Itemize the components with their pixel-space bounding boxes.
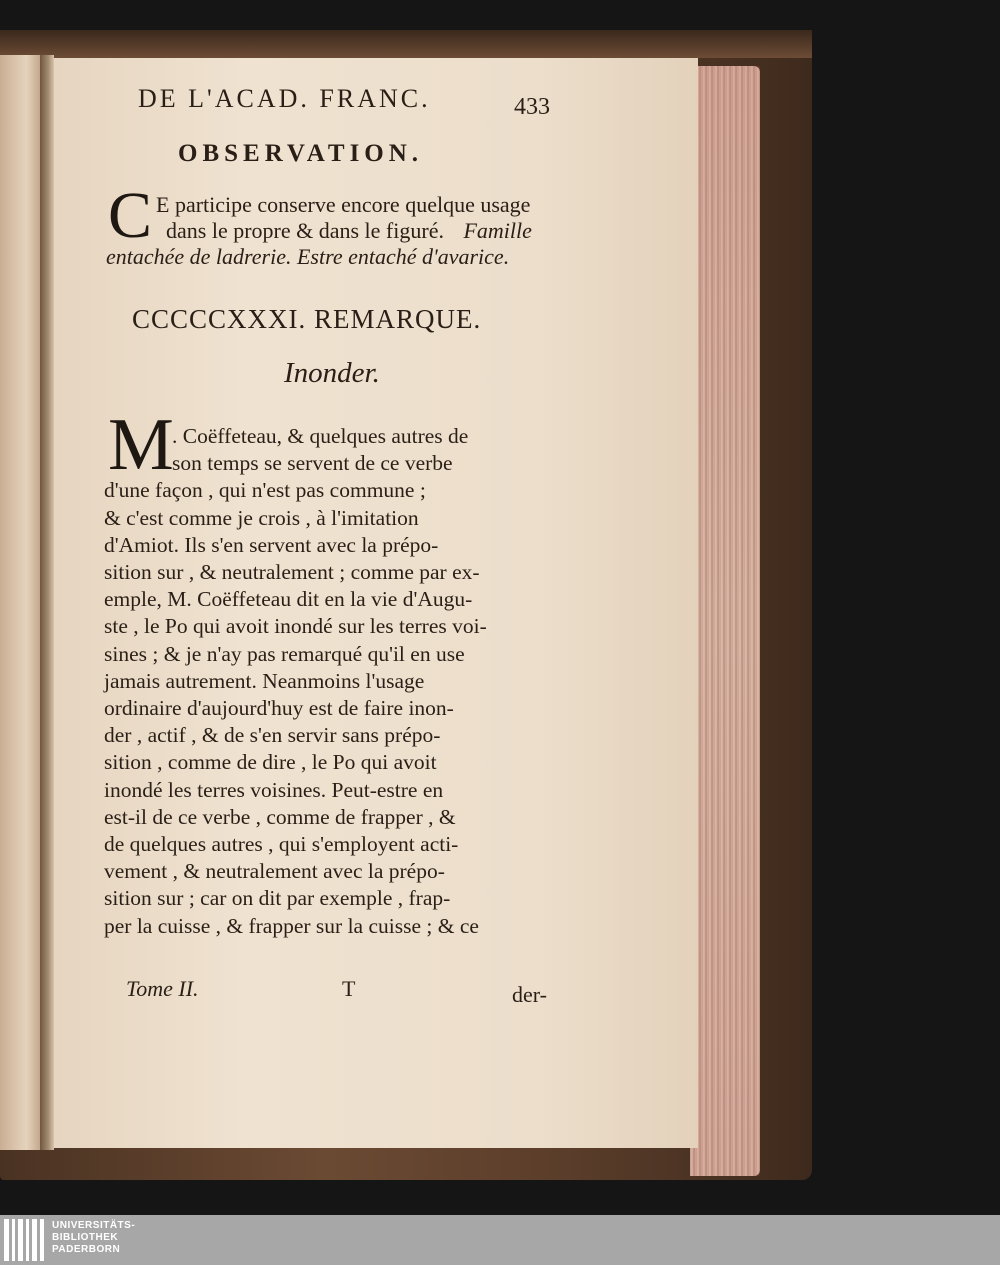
book-gutter: [40, 55, 54, 1150]
body-line: emple, M. Coëffeteau dit en la vie d'Augu-: [104, 587, 473, 612]
body-line: son temps se servent de ce verbe: [172, 451, 453, 476]
footer-volume: Tome II.: [126, 976, 199, 1001]
left-page-edge: [0, 55, 44, 1150]
body-line: d'Amiot. Ils s'en servent avec la prépo-: [104, 532, 439, 557]
library-footer: [0, 1215, 1000, 1265]
body-line: sines ; & je n'ay pas remarqué qu'il en use: [104, 641, 465, 666]
body-line: est-il de ce verbe , comme de frapper , &: [104, 804, 456, 829]
remarque-title: CCCCCXXXI. REMARQUE.: [132, 304, 482, 334]
library-name-line-2: BIBLIOTHEK: [52, 1232, 119, 1243]
body-line: jamais autrement. Neanmoins l'usage: [104, 668, 425, 693]
library-name: [52, 1220, 135, 1256]
page-edges: [690, 66, 760, 1176]
body-line: de quelques autres , qui s'employent acti-: [104, 832, 459, 856]
library-name-line-3: PADERBORN: [52, 1244, 121, 1255]
body-line: ordinaire d'aujourd'huy est de faire inon-: [104, 696, 454, 720]
observation-line-2: [166, 218, 532, 244]
book-cover-top: [0, 30, 812, 58]
body-line: sition sur , & neutralement ; comme par ex-: [104, 560, 480, 584]
catchword: der-: [512, 982, 547, 1007]
observation-line-2-text: dans le propre & dans le figuré.: [166, 218, 444, 243]
observation-line-3: entachée de ladrerie. Estre entaché d'avarice.: [106, 244, 510, 269]
body-line: vement , & neutralement avec la prépo-: [104, 859, 445, 884]
footer-signature: T: [342, 976, 356, 1001]
body-line: d'une façon , qui n'est pas commune ;: [104, 478, 426, 503]
body-line: sition , comme de dire , le Po qui avoit: [104, 750, 437, 775]
observation-dropcap: C: [108, 179, 153, 252]
body-line: per la cuisse , & frapper sur la cuisse ; & ce: [104, 913, 479, 938]
library-logo: [4, 1219, 44, 1261]
body-line: der , actif , & de s'en servir sans prépo-: [104, 723, 441, 748]
page-number: 433: [514, 94, 550, 120]
observation-line-2-tail: Famille: [463, 218, 532, 243]
observation-line-1: E participe conserve encore quelque usage: [156, 192, 531, 217]
body-line: . Coëffeteau, & quelques autres de: [172, 424, 469, 448]
running-header: DE L'ACAD. FRANC.: [138, 84, 431, 113]
body-line: ste , le Po qui avoit inondé sur les terres voi-: [104, 614, 487, 639]
body-line: & c'est comme je crois , à l'imitation: [104, 505, 419, 530]
subject-heading: Inonder.: [284, 357, 380, 389]
observation-title: OBSERVATION.: [178, 140, 424, 167]
body-line: sition sur ; car on dit par exemple , frap-: [104, 886, 451, 911]
body-dropcap: M: [108, 404, 174, 486]
body-line: inondé les terres voisines. Peut-estre en: [104, 777, 444, 802]
library-name-line-1: UNIVERSITÄTS-: [52, 1220, 136, 1231]
